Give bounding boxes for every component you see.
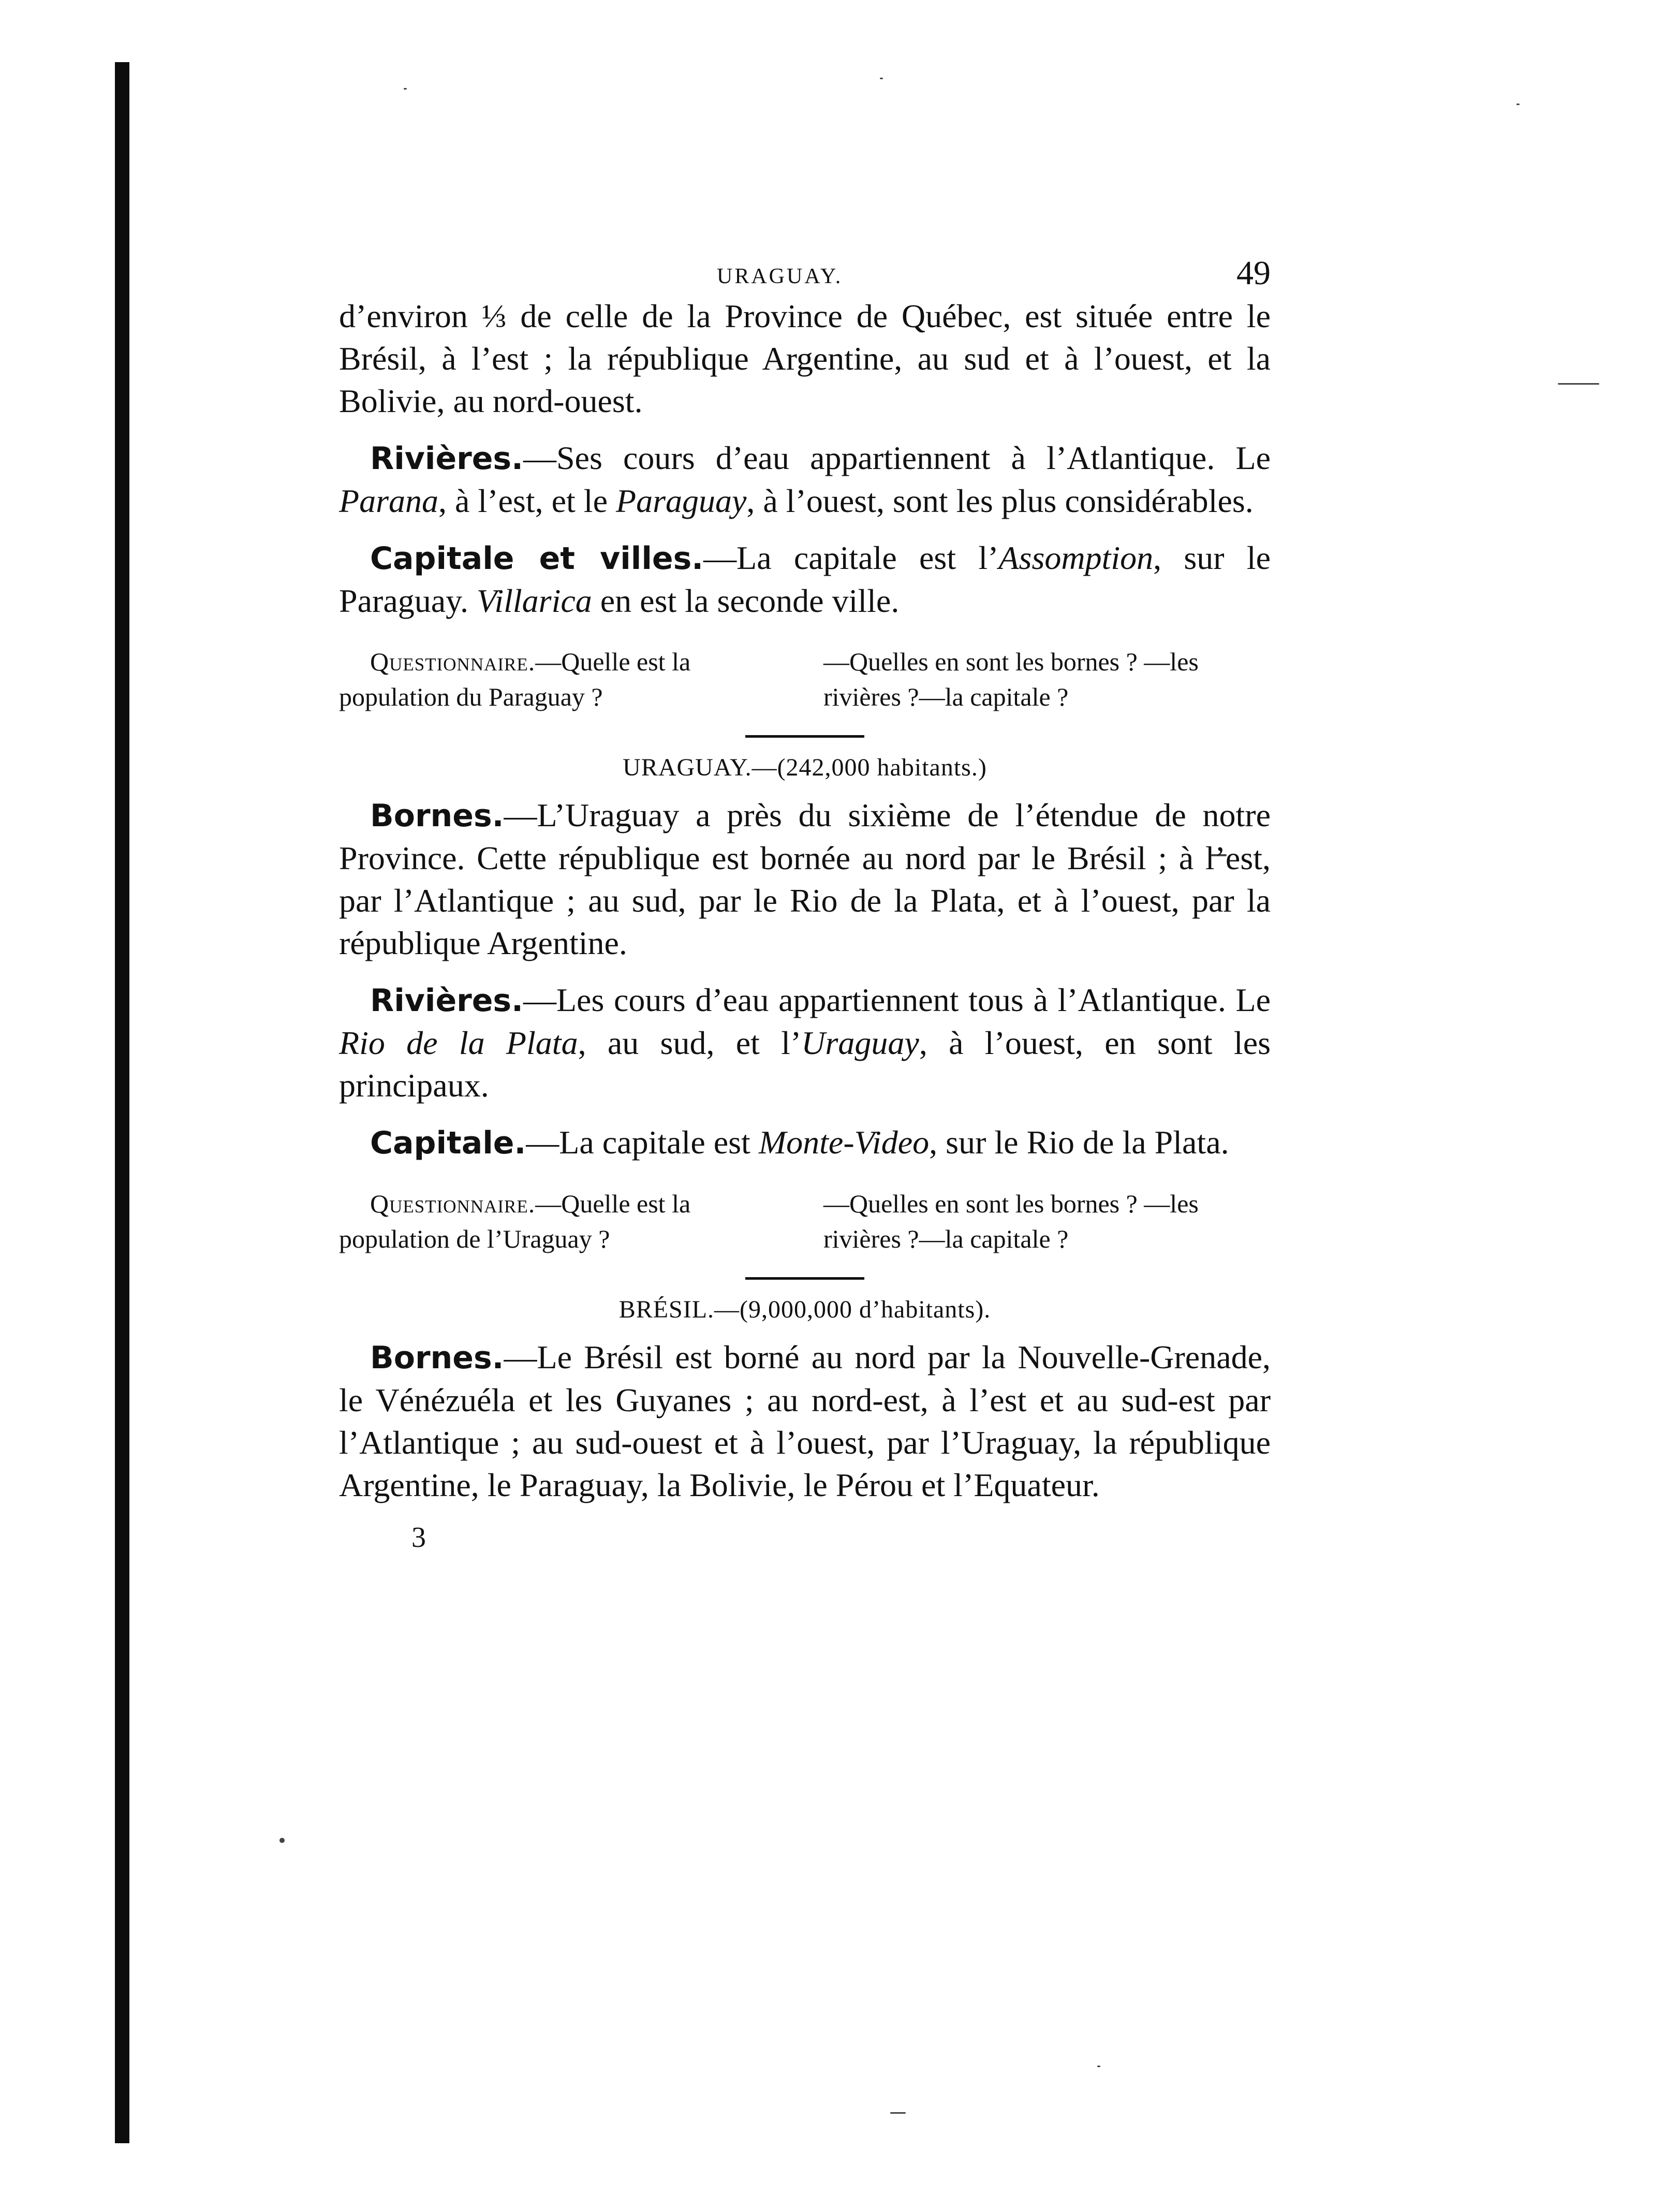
uraguay-heading: URAGUAY.—(242,000 habitants.) [623,754,987,781]
signature-mark: 3 [411,1521,426,1554]
uraguay-capital-paragraph [339,1121,1271,1164]
paragraph-text: —Le Brésil est borné au nord par la Nouvelle-Grenade, le Vénézuéla et les Guyanes ; au nord-est, à l’est et au sud-est par l’Atlantique ; au sud-ouest et à l’ouest, par l’Uraguay, la république Argentine, le Paraguay, la Bolivie, le Pérou et l’Equateur. [339,1339,1271,1503]
questionnaire-question: —Quelle est la population de l’Uraguay ? [339,1189,691,1253]
city-name: Monte-Video [758,1124,930,1161]
bresil-heading: BRÉSIL.—(9,000,000 d’habitants). [618,1296,991,1323]
paragraph-text: , au sud, et l’ [578,1025,802,1061]
uraguay-questionnaire [339,1186,1271,1256]
questionnaire-question: —Quelle est la population du Paraguay ? [339,647,691,711]
paragraph-text: , sur le Rio de la Plata. [929,1124,1229,1161]
questionnaire-label: Questionnaire. [370,647,536,676]
scan-speck [890,2112,906,2114]
scan-speck [404,88,407,90]
paragraph-text: —La capitale est [526,1124,759,1161]
questionnaire-left-column [339,1186,786,1256]
paragraph-text: en est la seconde ville. [592,582,900,619]
paragraph-text: , sur le Paraguay. [339,539,1271,619]
scan-edge-bar [115,62,129,2143]
paragraph-text: —Les cours d’eau appartiennent tous à l’Atlantique. Le [523,982,1271,1018]
uraguay-rivers-paragraph [339,979,1271,1107]
page-number: 49 [1236,254,1271,292]
paragraph-text: —L’Uraguay a près du sixième de l’étendue de notre Province. Cette république est bornée au nord par le Brésil ; à l’est, par l’Atlantique ; au sud, par le Rio de la Plata, et à l’ouest, par la république Argentine. [339,797,1271,961]
questionnaire-right-column [823,644,1271,714]
questionnaire-question: —Quelles en sont les bornes ? —les rivières ?—la capitale ? [823,1189,1199,1253]
paragraph-text: , à l’ouest, sont les plus considérables. [746,482,1254,519]
paragraph-text: , à l’est, et le [438,482,616,519]
paragraph-text: —Ses cours d’eau appartiennent à l’Atlantique. Le [523,440,1271,476]
paraguay-questionnaire [339,644,1271,714]
river-name: Rio de la Plata [339,1025,578,1061]
scan-speck [1516,104,1520,105]
page-header [339,254,1271,295]
paraguay-continued-paragraph [339,295,1271,422]
paragraph-lead: Rivières. [370,441,523,477]
questionnaire-question: —Quelles en sont les bornes ? —les rivières ?—la capitale ? [823,647,1199,711]
paraguay-capital-paragraph [339,537,1271,622]
section-divider [745,1277,864,1280]
paraguay-continued-text: d’environ ⅓ de celle de la Province de Québec, est située entre le Brésil, à l’est ; la république Argentine, au sud et à l’ouest, et la Bolivie, au nord-ouest. [339,298,1271,419]
scan-speck [880,78,883,79]
questionnaire-left-column [339,644,786,714]
paragraph-lead: Bornes. [370,798,504,834]
paragraph-lead: Capitale et villes. [370,540,704,577]
section-divider [745,735,864,738]
uraguay-bornes-paragraph [339,794,1271,964]
running-title: URAGUAY. [717,265,843,288]
bresil-bornes-paragraph [339,1336,1271,1506]
paragraph-lead: Bornes. [370,1340,504,1376]
river-name: Uraguay [801,1025,919,1061]
river-name: Paraguay [615,482,747,519]
city-name: Villarica [476,582,592,619]
book-page [339,254,1271,1554]
questionnaire-right-column [823,1186,1271,1256]
city-name: Assomption [998,539,1154,576]
river-name: Parana [339,482,438,519]
questionnaire-label: Questionnaire. [370,1189,536,1218]
paragraph-text: , à l’ouest, en sont les principaux. [339,1025,1271,1104]
scan-speck [1558,383,1599,385]
scan-speck [279,1838,285,1843]
paragraph-lead: Rivières. [370,983,523,1019]
scan-speck [1097,2066,1100,2067]
paragraph-text: —La capitale est l’ [703,539,999,576]
paraguay-rivers-paragraph [339,437,1271,522]
paragraph-lead: Capitale. [370,1125,526,1161]
